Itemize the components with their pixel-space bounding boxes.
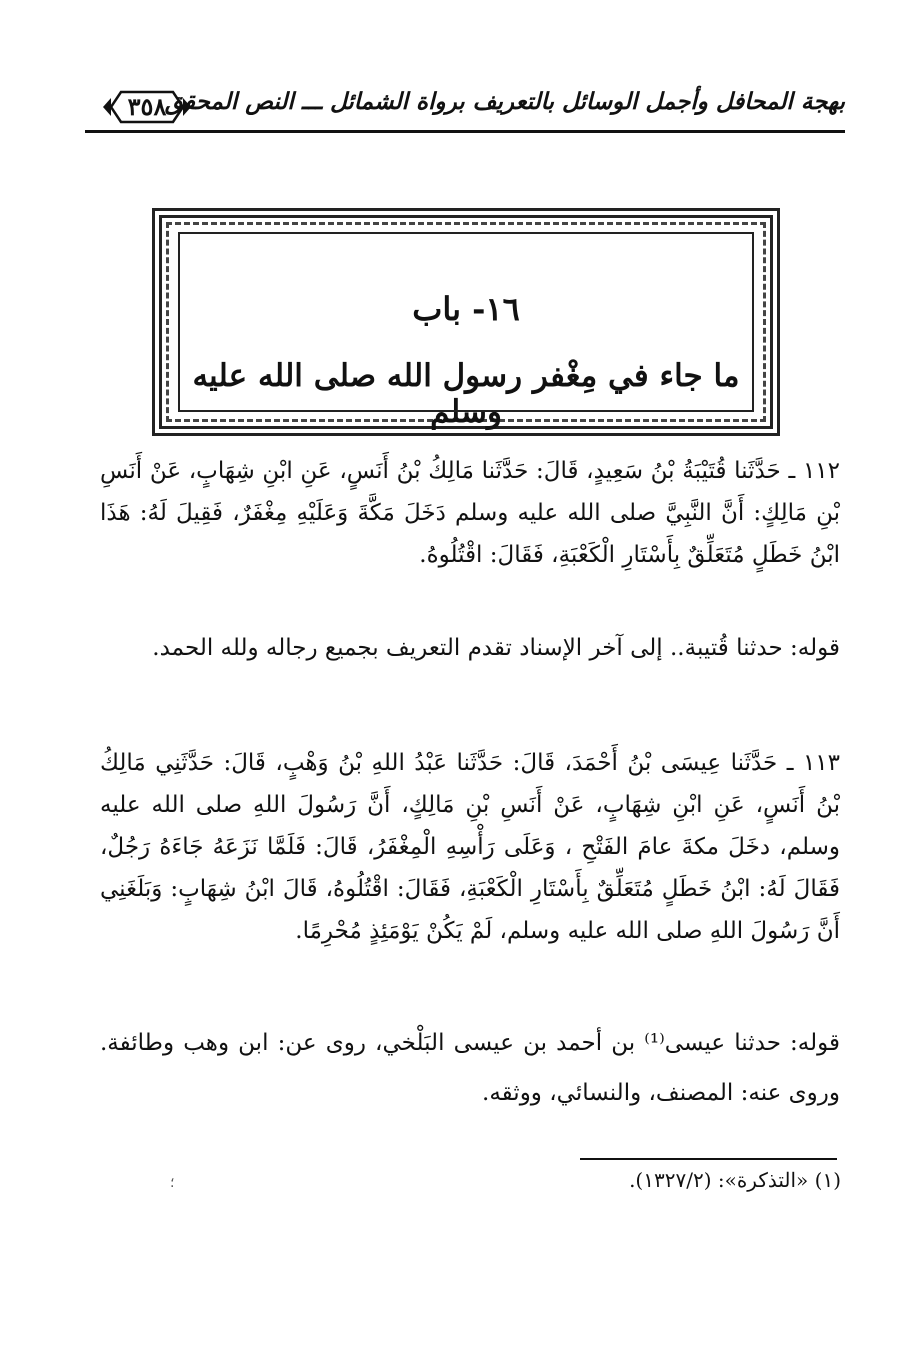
page-number: ٣٥٨ <box>127 92 167 121</box>
running-title: بهجة المحافل وأجمل الوسائل بالتعريف برواة الشمائل ـــ النص المحقق <box>164 88 845 115</box>
commentary-112: قوله: حدثنا قُتيبة.. إلى آخر الإسناد تقدم التعريف بجميع رجاله ولله الحمد. <box>152 635 840 661</box>
commentary-113: قوله: حدثنا عيسى⁽¹⁾ بن أحمد بن عيسى البَلْخي، روى عن: ابن وهب وطائفة. وروى عنه: المصنف، والنسائي، ووثقه. <box>100 1030 841 1106</box>
footnote-divider <box>580 1158 837 1160</box>
hadith-112: ١١٢ ـ حَدَّثَنا قُتَيْبَةُ بْنُ سَعِيدٍ، قَالَ: حَدَّثَنا مَالِكُ بْنُ أَنَسٍ، عَنِ ابْنِ شِهَابٍ، عَنْ أَنَسِ بْنِ مَالِكٍ: أَنَّ النَّبِيَّ صلى الله عليه وسلم دَخَلَ مَكَّةَ وَعَلَيْهِ مِغْفَرٌ، فَقِيلَ لَهُ: هَذَا ابْنُ خَطَلٍ مُتَعَلِّقٌ بِأَسْتَارِ الْكَعْبَةِ، فَقَالَ: اقْتُلُوهُ. <box>100 458 840 568</box>
footnote: (١) «التذكرة»: (١٣٢٧/٢). <box>629 1168 841 1192</box>
chapter-number: ١٦- باب <box>412 290 520 328</box>
chapter-title: ما جاء في مِغْفر رسول الله صلى الله عليه وسلم <box>192 358 740 430</box>
chapter-title-frame <box>152 208 780 436</box>
hadith-113: ١١٣ ـ حَدَّثَنا عِيسَى بْنُ أَحْمَدَ، قَالَ: حَدَّثَنا عَبْدُ اللهِ بْنُ وَهْبٍ، قَالَ: حَدَّثَنِي مَالِكُ بْنُ أَنَسٍ، عَنِ ابْنِ شِهَابٍ، عَنْ أَنَسِ بْنِ مَالِكٍ، أَنَّ رَسُولَ اللهِ صلى الله عليه وسلم، دخَلَ مكةَ عامَ الفَتْحِ ، وَعَلَى رَأْسِهِ الْمِغْفَرُ، قَالَ: فَلَمَّا نَزَعَهُ جَاءَهُ رَجُلٌ، فَقَالَ لَهُ: ابْنُ خَطَلٍ مُتَعَلِّقٌ بِأَسْتَارِ الْكَعْبَةِ، فَقَالَ: اقْتُلُوهُ، قَالَ ابْنُ شِهَابٍ: وَبَلَغَنِي أَنَّ رَسُولَ اللهِ صلى الله عليه وسلم، لَمْ يَكُنْ يَوْمَئِذٍ مُحْرِمًا. <box>100 750 840 944</box>
page-header <box>85 78 845 140</box>
header-divider <box>85 130 845 133</box>
stray-ink-mark: ؛ <box>170 1175 175 1191</box>
